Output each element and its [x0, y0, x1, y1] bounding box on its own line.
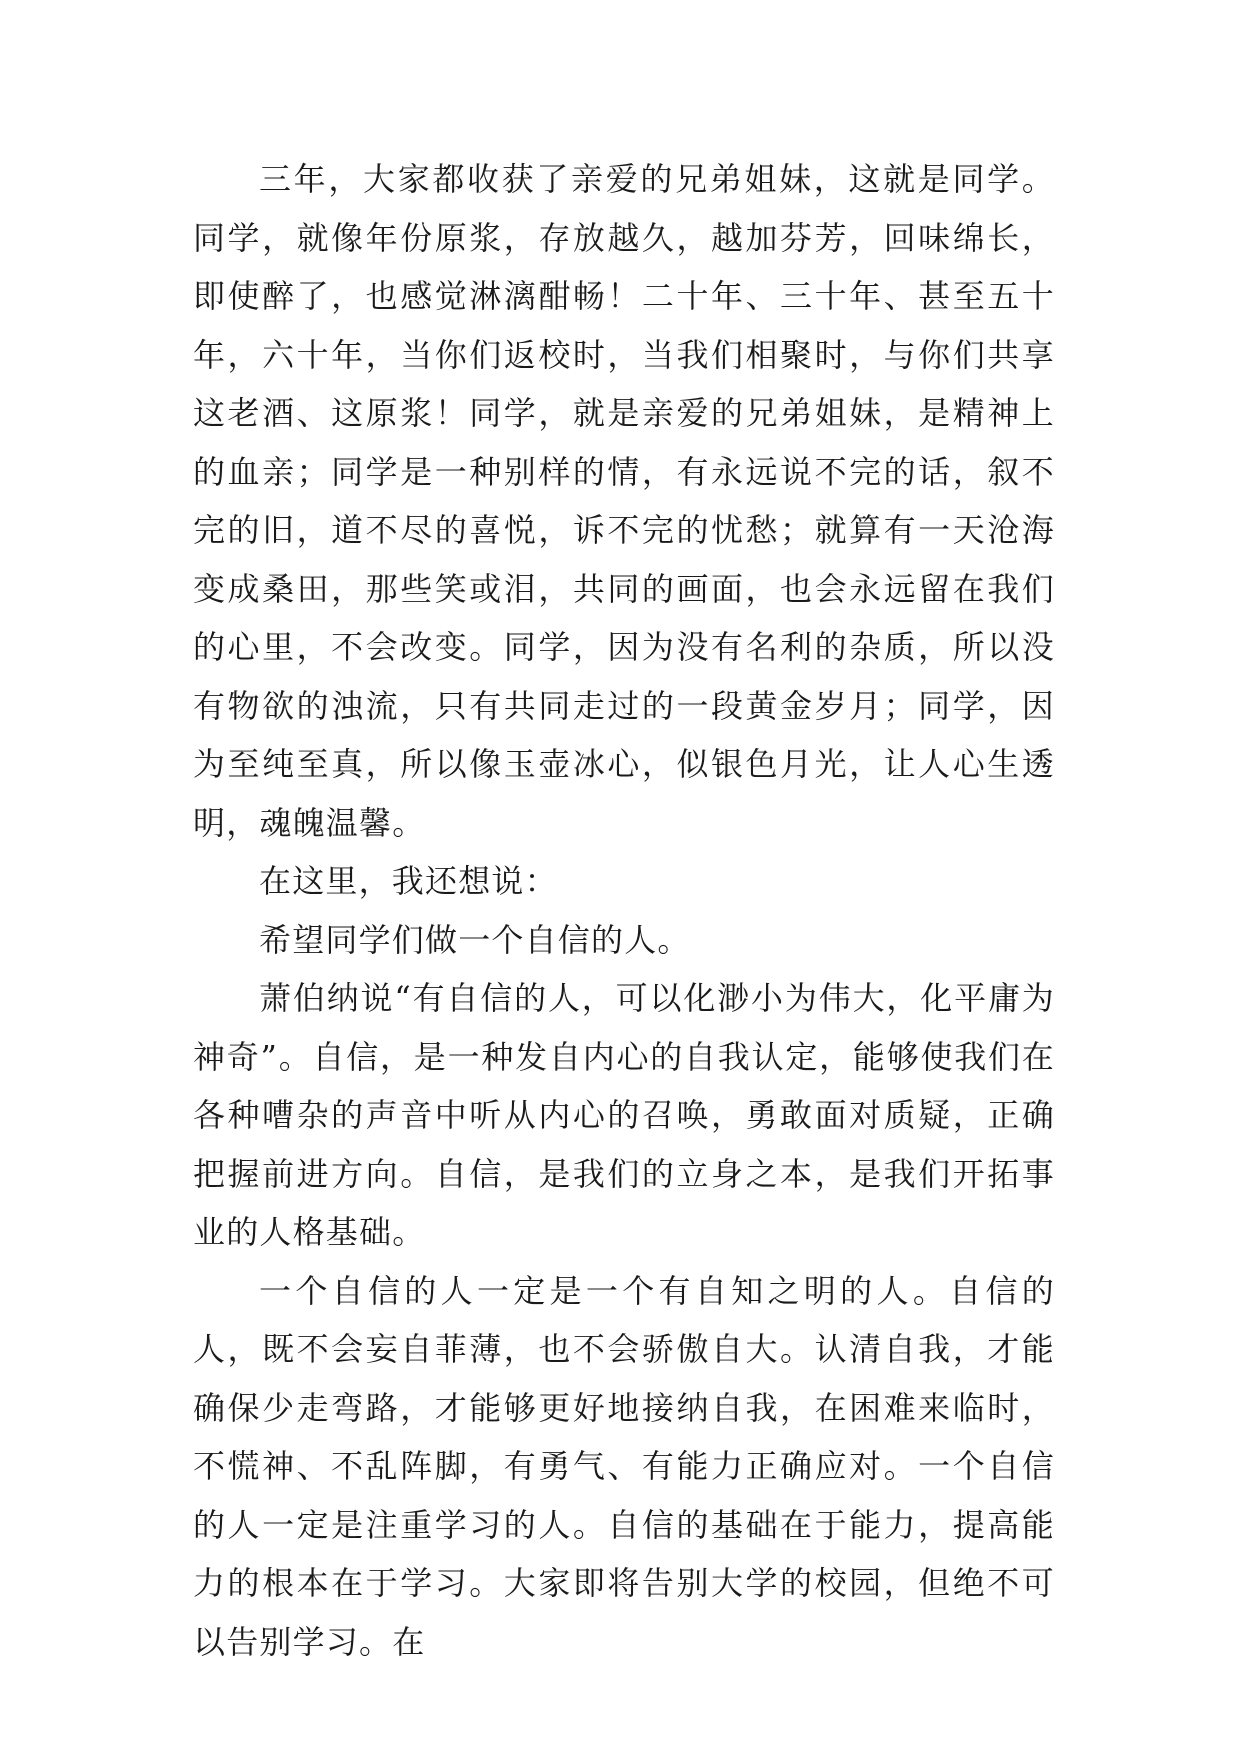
paragraph-want-to-say: 在这里，我还想说： [259, 862, 558, 900]
document-body [193, 150, 1055, 1671]
paragraph-hope-confident: 希望同学们做一个自信的人。 [259, 920, 691, 959]
paragraph-self-knowledge: 一个自信的人一定是一个有自知之明的人。自信的人，既不会妄自菲薄，也不会骄傲自大。认清自我，才能确保少走弯路，才能够更好地接纳自我，在困难来临时，不慌神、不乱阵脚，有勇气、有能力正确应对。一个自信的人一定是注重学习的人。自信的基础在于能力，提高能力的根本在于学习。大家即将告别大学的校园，但绝不可以告别学习。在 [193, 1271, 1055, 1661]
paragraph-classmates: 三年，大家都收获了亲爱的兄弟姐妹，这就是同学。同学，就像年份原浆，存放越久，越加芬芳，回味绵长，即使醉了，也感觉淋漓酣畅！二十年、三十年、甚至五十年，六十年，当你们返校时，当我们相聚时，与你们共享这老酒、这原浆！同学，就是亲爱的兄弟姐妹，是精神上的血亲；同学是一种别样的情，有永远说不完的话，叙不完的旧，道不尽的喜悦，诉不完的忧愁；就算有一天沧海变成桑田，那些笑或泪，共同的画面，也会永远留在我们的心里，不会改变。同学，因为没有名利的杂质，所以没有物欲的浊流，只有共同走过的一段黄金岁月；同学，因为至纯至真，所以像玉壶冰心，似银色月光，让人心生透明，魂魄温馨。 [193, 160, 1055, 842]
paragraph-shaw-quote: 萧伯纳说“有自信的人，可以化渺小为伟大，化平庸为神奇”。自信，是一种发自内心的自我认定，能够使我们在各种嘈杂的声音中听从内心的召唤，勇敢面对质疑，正确把握前进方向。自信，是我们的立身之本，是我们开拓事业的人格基础。 [193, 979, 1055, 1251]
